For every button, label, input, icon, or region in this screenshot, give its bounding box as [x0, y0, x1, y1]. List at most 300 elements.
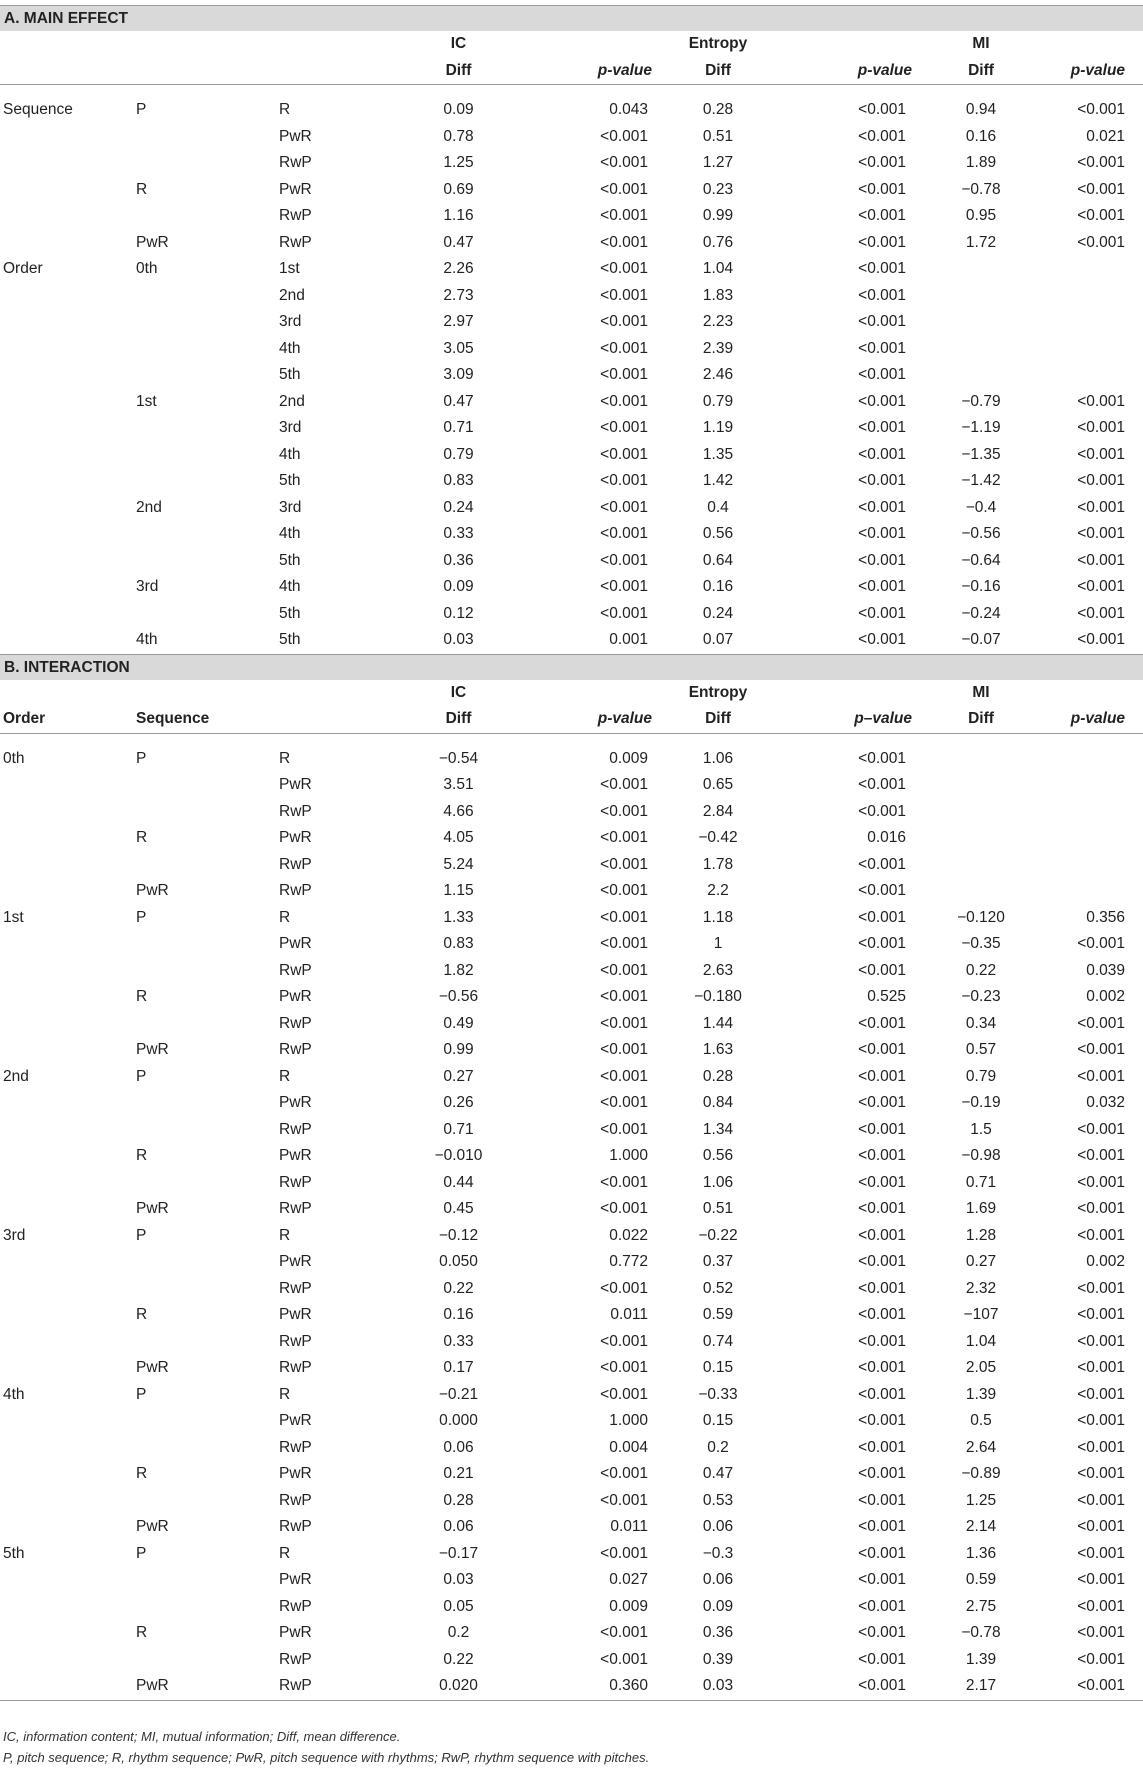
- entropy-diff: 0.84: [702, 1094, 734, 1111]
- entropy-pvalue: <0.001: [858, 1544, 906, 1562]
- sequence-label: 0th: [136, 260, 158, 277]
- entropy-pvalue: <0.001: [858, 1518, 906, 1535]
- entropy-pvalue: <0.001: [858, 1624, 906, 1641]
- entropy-pvalue: <0.001: [858, 1385, 906, 1403]
- comparison-label: R: [279, 101, 291, 118]
- table-row: [0, 852, 1143, 879]
- ic-diff: 0.47: [443, 233, 474, 251]
- entropy-pvalue: <0.001: [858, 154, 906, 171]
- entropy-diff: 0.15: [702, 1412, 734, 1429]
- entropy-diff: 0.64: [702, 551, 734, 569]
- group-label: [0, 1620, 133, 1647]
- comparison-label: PwR: [279, 1465, 312, 1482]
- section-title-row: [0, 6, 1143, 32]
- ic-diff: 0.09: [443, 578, 474, 595]
- entropy-pvalue: <0.001: [858, 551, 906, 569]
- group-label: [0, 1461, 133, 1488]
- mi-diff: [912, 256, 1050, 283]
- entropy-pvalue: <0.001: [858, 1332, 906, 1350]
- ic-pvalue: <0.001: [600, 445, 648, 463]
- ic-diff: 0.45: [443, 1200, 474, 1217]
- entropy-diff: 0.03: [652, 1673, 784, 1700]
- ic-diff: 0.12: [443, 604, 474, 622]
- ic-diff: 0.28: [443, 1491, 474, 1509]
- ic-diff: 2.26: [443, 260, 474, 277]
- entropy-pvalue: <0.001: [858, 525, 906, 542]
- footnote: P, pitch sequence; R, rhythm sequence; PwR, pitch sequence with rhythms; RwP, rhythm sequence with pitches.: [3, 1750, 650, 1765]
- mi-pvalue: <0.001: [1077, 472, 1126, 489]
- table-row: [0, 521, 1143, 548]
- mi-diff: [912, 878, 1050, 905]
- ic-diff: 0.49: [443, 1014, 474, 1032]
- mi-pvalue: <0.001: [1077, 1041, 1126, 1058]
- entropy-diff: 0.53: [702, 1491, 734, 1509]
- mi-pvalue: [1050, 746, 1143, 773]
- ic-pvalue-header: p-value: [597, 61, 652, 79]
- table-row: [0, 1011, 1143, 1038]
- sequence-label: [133, 1647, 266, 1674]
- table-row: [0, 1090, 1143, 1117]
- ic-diff: 1.16: [443, 207, 474, 224]
- table-row: [0, 548, 1143, 575]
- ic-diff: 0.71: [443, 419, 474, 436]
- group-label: [0, 799, 133, 826]
- ic-pvalue: 1.000: [609, 1412, 648, 1429]
- ic-pvalue: <0.001: [600, 802, 648, 820]
- entropy-diff: 1.42: [702, 472, 734, 489]
- mi-diff: 1.39: [965, 1385, 997, 1403]
- entropy-diff: 0.15: [702, 1359, 734, 1376]
- mi-pvalue-header: p-value: [1070, 710, 1126, 727]
- group-label: [0, 1435, 133, 1462]
- group-label: [0, 415, 133, 442]
- mi-pvalue: [1050, 309, 1143, 336]
- group-label: [0, 1329, 133, 1356]
- entropy-pvalue: <0.001: [858, 1226, 906, 1244]
- comparison-label: RwP: [279, 855, 312, 873]
- table-row: [0, 1488, 1143, 1515]
- ic-diff: 0.78: [443, 127, 474, 145]
- comparison-label: RwP: [279, 207, 312, 224]
- mi-diff: −107: [963, 1306, 999, 1323]
- mi-pvalue: [1050, 283, 1143, 310]
- section-b-title: B. INTERACTION: [0, 654, 1143, 680]
- ic-pvalue: <0.001: [600, 472, 648, 489]
- comparison-label: R: [279, 1067, 291, 1085]
- sequence-label: 3rd: [136, 578, 159, 595]
- ic-pvalue: 0.009: [609, 1597, 648, 1615]
- entropy-pvalue-header: p-value: [857, 61, 912, 79]
- comparison-label: PwR: [279, 180, 312, 198]
- ic-pvalue: <0.001: [600, 313, 648, 330]
- mi-pvalue: <0.001: [1077, 1650, 1126, 1668]
- ic-pvalue: 0.772: [609, 1253, 648, 1270]
- comparison-label: R: [279, 749, 291, 767]
- entropy-diff: 1.04: [702, 260, 734, 277]
- mi-pvalue: <0.001: [1077, 101, 1126, 118]
- ic-pvalue: 1.000: [609, 1147, 648, 1164]
- group-label: [0, 1594, 133, 1621]
- comparison-label: RwP: [279, 154, 312, 171]
- mi-diff: [912, 283, 1050, 310]
- entropy-diff: 2.2: [707, 882, 729, 899]
- comparison-label: RwP: [266, 1673, 396, 1700]
- mi-diff: 1.5: [970, 1120, 992, 1138]
- comparison-label: PwR: [279, 1253, 312, 1270]
- entropy-pvalue: <0.001: [858, 1491, 906, 1509]
- entropy-diff: 0.79: [702, 392, 734, 410]
- mi-pvalue: <0.001: [1077, 1544, 1126, 1562]
- mi-diff: 0.59: [965, 1571, 997, 1588]
- sequence-label: [133, 521, 266, 548]
- entropy-diff: 1.19: [702, 419, 734, 436]
- sequence-label: PwR: [136, 882, 169, 899]
- ic-pvalue: <0.001: [600, 1544, 648, 1562]
- mi-diff: 1.39: [965, 1650, 997, 1668]
- sequence-label: [133, 931, 266, 958]
- ic-diff: 0.26: [443, 1094, 474, 1111]
- ic-diff: 0.09: [443, 101, 474, 118]
- ic-pvalue: <0.001: [600, 1014, 648, 1032]
- ic-pvalue: <0.001: [600, 1120, 648, 1138]
- ic-pvalue: <0.001: [600, 127, 648, 145]
- footnote: IC, information content; MI, mutual information; Diff, mean difference.: [3, 1729, 401, 1744]
- table-row: [0, 1170, 1143, 1197]
- group-label: [0, 442, 133, 469]
- mi-pvalue: <0.001: [1077, 233, 1126, 251]
- group-label: 5th: [3, 1544, 25, 1562]
- entropy-pvalue: <0.001: [858, 1094, 906, 1111]
- comparison-label: RwP: [279, 233, 312, 251]
- ic-pvalue: <0.001: [600, 935, 648, 952]
- entropy-pvalue: <0.001: [858, 961, 906, 979]
- mi-pvalue: <0.001: [1077, 445, 1126, 463]
- entropy-diff: 1.44: [702, 1014, 734, 1032]
- mi-pvalue: <0.001: [1077, 1120, 1126, 1138]
- entropy-diff: 0.65: [702, 776, 734, 793]
- ic-diff: 0.33: [443, 525, 474, 542]
- sequence-label: [133, 415, 266, 442]
- table-row: [0, 1567, 1143, 1594]
- sequence-label: [133, 1488, 266, 1515]
- group-label: [0, 574, 133, 601]
- ic-pvalue: <0.001: [600, 419, 648, 436]
- sequence-label: [133, 601, 266, 628]
- entropy-diff: 0.52: [702, 1279, 734, 1297]
- ic-pvalue: 0.009: [609, 749, 648, 767]
- mi-diff: [912, 852, 1050, 879]
- group-label: [0, 1276, 133, 1303]
- table-row: [0, 1594, 1143, 1621]
- entropy-pvalue: <0.001: [858, 935, 906, 952]
- comparison-label: 4th: [279, 445, 301, 463]
- comparison-label: 4th: [279, 339, 301, 357]
- mi-pvalue: <0.001: [1077, 154, 1126, 171]
- table-row: [0, 931, 1143, 958]
- sequence-label: R: [136, 1624, 148, 1641]
- sequence-label: [133, 1567, 266, 1594]
- table-row: [0, 601, 1143, 628]
- entropy-pvalue: <0.001: [858, 1597, 906, 1615]
- mi-diff: [912, 825, 1050, 852]
- mi-diff: [912, 746, 1050, 773]
- subheader-row: [0, 706, 1143, 733]
- group-label: 3rd: [3, 1226, 26, 1244]
- mi-pvalue: 0.021: [1086, 127, 1126, 145]
- mi-pvalue: <0.001: [1077, 1465, 1126, 1482]
- sequence-label: [133, 1408, 266, 1435]
- entropy-pvalue: <0.001: [858, 1465, 906, 1482]
- comparison-label: PwR: [279, 1306, 312, 1323]
- mi-diff: −0.4: [965, 498, 997, 516]
- comparison-label: RwP: [279, 882, 312, 899]
- mi-diff: −0.56: [961, 525, 1001, 542]
- entropy-diff: 1: [713, 935, 723, 952]
- entropy-diff: 2.39: [702, 339, 734, 357]
- mi-diff: [912, 799, 1050, 826]
- ic-diff: 3.51: [443, 776, 474, 793]
- mi-group-header: MI: [972, 683, 990, 701]
- mi-pvalue: <0.001: [1077, 551, 1126, 569]
- ic-pvalue-header: p-value: [597, 710, 652, 727]
- entropy-pvalue: <0.001: [858, 1200, 906, 1217]
- sequence-label: [133, 468, 266, 495]
- sequence-label: [133, 958, 266, 985]
- group-label: [0, 1408, 133, 1435]
- entropy-pvalue: <0.001: [858, 1041, 906, 1058]
- table-row: [0, 256, 1143, 283]
- comparison-label: RwP: [279, 1491, 312, 1509]
- group-label: [0, 309, 133, 336]
- entropy-pvalue: <0.001: [858, 1650, 906, 1668]
- comparison-label: RwP: [279, 1438, 312, 1456]
- entropy-diff: −0.22: [698, 1226, 738, 1244]
- group-label: [0, 362, 133, 389]
- table-row: [0, 1037, 1143, 1064]
- table-row: [0, 442, 1143, 469]
- sequence-label: [133, 124, 266, 151]
- mi-diff: 2.64: [965, 1438, 997, 1456]
- mi-diff: −0.07: [912, 627, 1050, 654]
- ic-pvalue: <0.001: [600, 551, 648, 569]
- group-label: [0, 230, 133, 257]
- ic-diff-header: Diff: [396, 706, 521, 733]
- group-label: [0, 495, 133, 522]
- ic-diff: 1.82: [443, 961, 474, 979]
- comparison-label: RwP: [279, 1120, 312, 1138]
- ic-diff: 0.2: [447, 1624, 470, 1641]
- group-label: [0, 521, 133, 548]
- ic-diff: 0.03: [396, 627, 521, 654]
- mi-pvalue: <0.001: [1077, 1518, 1126, 1535]
- entropy-diff: 1.83: [702, 286, 734, 304]
- mi-diff: −0.78: [961, 1624, 1001, 1641]
- entropy-group-header: Entropy: [688, 35, 748, 52]
- group-label: [0, 389, 133, 416]
- table-row: [0, 1223, 1143, 1250]
- ic-pvalue: 0.043: [609, 101, 648, 118]
- ic-pvalue: <0.001: [600, 286, 648, 304]
- group-label: [0, 1355, 133, 1382]
- sequence-label: [133, 1435, 266, 1462]
- ic-pvalue: <0.001: [600, 1624, 648, 1641]
- ic-pvalue: <0.001: [600, 988, 648, 1005]
- mi-diff: −0.89: [961, 1465, 1001, 1482]
- entropy-diff: 2.84: [702, 802, 734, 820]
- mi-pvalue: <0.001: [1077, 498, 1126, 516]
- ic-pvalue: <0.001: [600, 855, 648, 873]
- sequence-label: PwR: [136, 1041, 169, 1058]
- mi-diff: −0.35: [961, 935, 1001, 952]
- sequence-label: R: [136, 988, 148, 1005]
- table-row: [0, 825, 1143, 852]
- entropy-diff: 0.4: [707, 498, 729, 516]
- table-row: [0, 150, 1143, 177]
- comparison-label: PwR: [279, 988, 312, 1005]
- table-row: [0, 124, 1143, 151]
- entropy-diff: 0.51: [702, 127, 734, 145]
- entropy-pvalue: <0.001: [858, 313, 906, 330]
- comparison-label: RwP: [279, 1279, 312, 1297]
- group-label: [0, 1514, 133, 1541]
- ic-diff: 0.050: [439, 1253, 478, 1270]
- ic-diff: 3.09: [443, 366, 474, 383]
- mi-pvalue: 0.039: [1086, 961, 1126, 979]
- table-row: [0, 1064, 1143, 1091]
- statistics-table: [0, 5, 1143, 1701]
- entropy-pvalue: <0.001: [858, 1014, 906, 1032]
- group-label: 4th: [3, 1385, 25, 1403]
- ic-diff: 5.24: [443, 855, 474, 873]
- comparison-label: PwR: [279, 1624, 312, 1641]
- mi-diff: 1.36: [965, 1544, 997, 1562]
- table-row: [0, 1541, 1143, 1568]
- ic-pvalue: <0.001: [600, 392, 648, 410]
- group-label: [0, 1196, 133, 1223]
- table-footnotes: [3, 1726, 649, 1768]
- mi-pvalue: <0.001: [1077, 1385, 1126, 1403]
- group-label: 1st: [3, 908, 24, 926]
- ic-diff: 0.44: [443, 1173, 474, 1191]
- table-row: [0, 772, 1143, 799]
- ic-pvalue: <0.001: [600, 498, 648, 516]
- entropy-pvalue: <0.001: [858, 207, 906, 224]
- sequence-label: [133, 1329, 266, 1356]
- group-label: [0, 1090, 133, 1117]
- sequence-label: PwR: [136, 1518, 169, 1535]
- entropy-pvalue: <0.001: [858, 882, 906, 899]
- sequence-label: [133, 1117, 266, 1144]
- ic-diff: 0.69: [443, 180, 474, 198]
- ic-pvalue: <0.001: [600, 180, 648, 198]
- entropy-diff: 0.24: [702, 604, 734, 622]
- mi-diff: [912, 309, 1050, 336]
- mi-pvalue: <0.001: [1077, 1173, 1126, 1191]
- mi-pvalue: <0.001: [1050, 627, 1143, 654]
- table-row: [0, 1276, 1143, 1303]
- entropy-pvalue: <0.001: [858, 339, 906, 357]
- section-a-title: A. MAIN EFFECT: [0, 6, 1143, 32]
- ic-diff: −0.010: [434, 1147, 483, 1164]
- sequence-label: [133, 362, 266, 389]
- mi-diff: 2.32: [965, 1279, 997, 1297]
- table-row: [0, 495, 1143, 522]
- mi-diff: −1.35: [961, 445, 1001, 463]
- ic-pvalue: 0.004: [609, 1438, 648, 1456]
- mi-pvalue: <0.001: [1077, 419, 1126, 436]
- ic-pvalue: <0.001: [600, 366, 648, 383]
- mi-pvalue: <0.001: [1077, 1332, 1126, 1350]
- sequence-label: P: [136, 1544, 147, 1562]
- ic-diff: 0.24: [443, 498, 474, 516]
- mi-pvalue: <0.001: [1077, 1306, 1126, 1323]
- mi-diff: 1.89: [965, 154, 997, 171]
- mi-diff: 2.17: [912, 1673, 1050, 1700]
- sequence-label: R: [136, 829, 148, 846]
- sequence-label: [133, 1594, 266, 1621]
- entropy-diff: 0.23: [702, 180, 734, 198]
- mi-diff: [912, 772, 1050, 799]
- entropy-pvalue: <0.001: [784, 1673, 912, 1700]
- mi-diff: −0.98: [961, 1147, 1001, 1164]
- entropy-diff: 0.16: [702, 578, 734, 595]
- entropy-pvalue: <0.001: [858, 233, 906, 251]
- ic-diff: 1.33: [443, 908, 474, 926]
- sequence-label: P: [136, 908, 147, 926]
- group-label: [0, 548, 133, 575]
- ic-diff: 0.79: [443, 445, 474, 463]
- ic-pvalue: <0.001: [600, 207, 648, 224]
- mi-diff: 2.75: [965, 1597, 997, 1615]
- entropy-pvalue: <0.001: [858, 286, 906, 304]
- mi-pvalue: [1050, 362, 1143, 389]
- group-label: [0, 1488, 133, 1515]
- ic-diff: −0.17: [438, 1544, 479, 1562]
- mi-diff: −0.16: [961, 578, 1001, 595]
- mi-diff: [912, 362, 1050, 389]
- sequence-label: [133, 1249, 266, 1276]
- entropy-diff: 1.35: [702, 445, 734, 463]
- ic-pvalue: <0.001: [600, 604, 648, 622]
- comparison-label: 3rd: [279, 313, 302, 330]
- group-label: [0, 601, 133, 628]
- entropy-pvalue: <0.001: [858, 578, 906, 595]
- entropy-pvalue: <0.001: [858, 498, 906, 516]
- entropy-pvalue: 0.016: [867, 829, 906, 846]
- sequence-label: [133, 309, 266, 336]
- comparison-label: R: [279, 1385, 291, 1403]
- entropy-diff: 0.07: [652, 627, 784, 654]
- ic-diff: 0.000: [439, 1412, 478, 1429]
- ic-diff-header: Diff: [396, 58, 521, 85]
- ic-diff: 0.71: [443, 1120, 474, 1138]
- ic-pvalue: <0.001: [600, 1332, 648, 1350]
- ic-diff: 0.33: [443, 1332, 474, 1350]
- ic-pvalue: <0.001: [600, 908, 648, 926]
- mi-pvalue: <0.001: [1077, 1624, 1126, 1641]
- ic-diff: 0.83: [443, 935, 474, 952]
- comparison-label: 4th: [279, 525, 301, 542]
- entropy-pvalue: <0.001: [858, 1359, 906, 1376]
- comparison-label: 5th: [279, 366, 301, 383]
- ic-diff: 0.21: [443, 1465, 474, 1482]
- group-label: [0, 825, 133, 852]
- comparison-label: RwP: [279, 802, 312, 820]
- mi-pvalue: <0.001: [1077, 180, 1126, 198]
- sequence-label: [133, 336, 266, 363]
- table-row: [0, 1143, 1143, 1170]
- entropy-diff: 2.46: [702, 366, 734, 383]
